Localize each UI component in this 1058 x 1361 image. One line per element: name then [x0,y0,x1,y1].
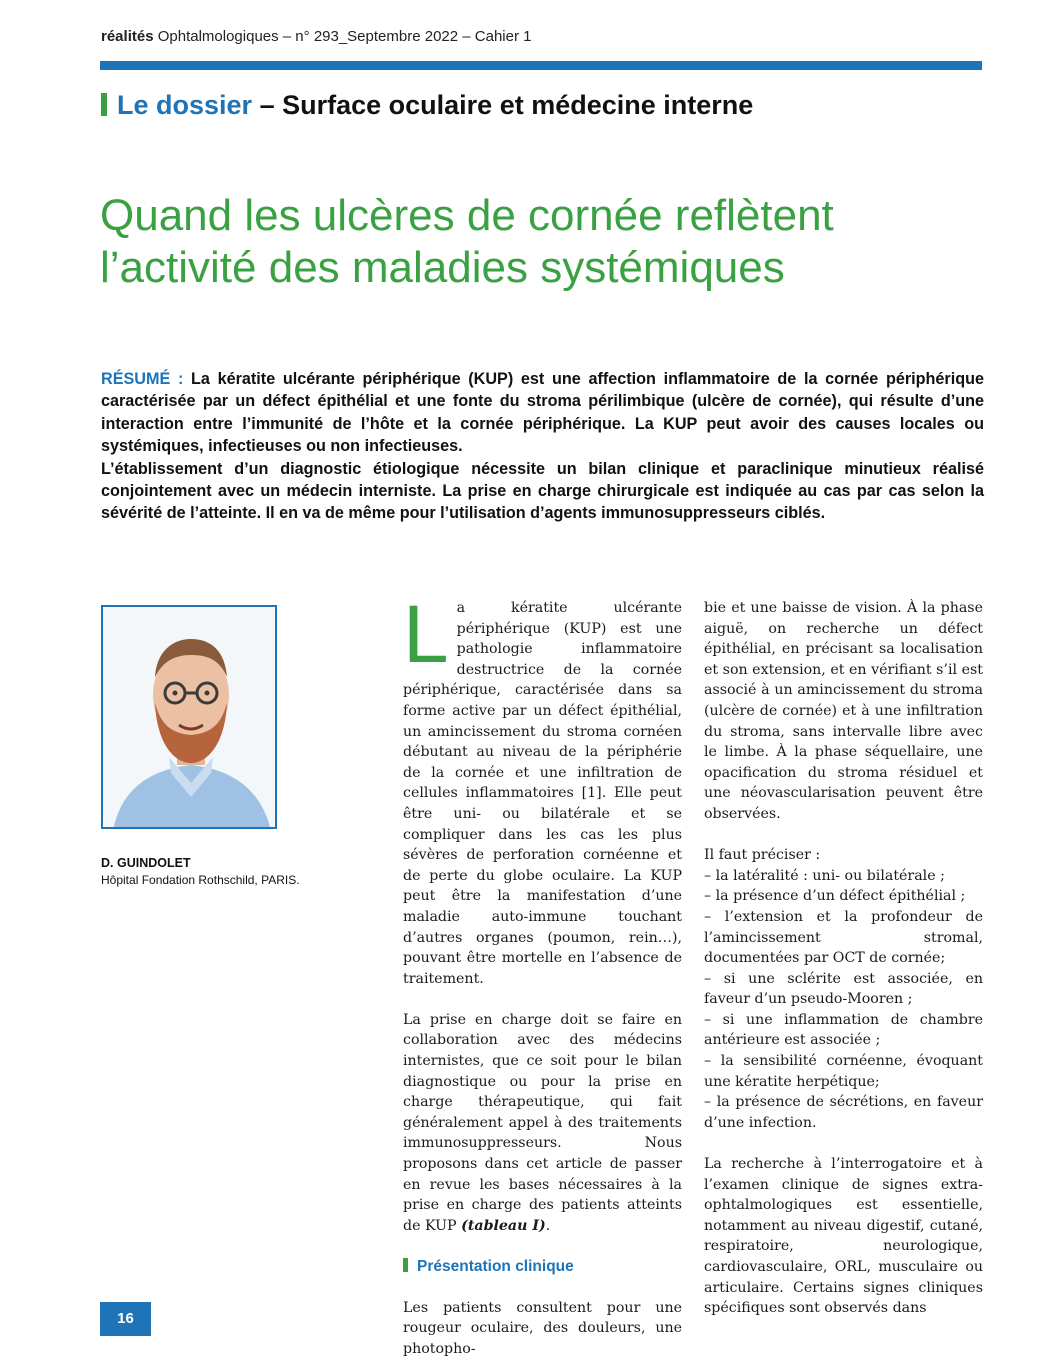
list-intro: Il faut préciser : [704,847,821,864]
body-paragraph-4: bie et une baisse de vision. À la phase aiguë, on recherche un défect épithélial, en précisant sa localisation et son extension, et en vérifiant s’il est associé à un amincissement du stroma (ulcère de cornée) et à une infiltration du stroma, sans intervalle libre avec le limbe. À la phase séquellaire, une opacification du stroma résiduel et une néovascularisation peuvent être observées. [704,600,983,822]
dossier-subject: – Surface oculaire et médecine interne [259,90,754,120]
abstract-paragraph-1: RÉSUMÉ : La kératite ulcérante périphérique (KUP) est une affection inflammatoire de la cornée périphérique caractérisée par un défect épithélial et une fonte du stroma périlimbique (ulcère de cornée), qui résulte d’une interaction entre l’immunité de l’hôte et la cornée périphérique. La KUP peut avoir des causes locales ou systémiques, infectieuses ou non infectieuses. [101,370,984,456]
author-portrait-image [103,607,277,829]
author-name: D. GUINDOLET [101,856,191,870]
dossier-label: Le dossier [117,90,253,120]
list-item: – l’extension et la profondeur de l’amincissement stromal, documentées par OCT de cornée; [704,908,983,967]
table-reference: (tableau I) [461,1217,546,1234]
article-title [100,190,1000,294]
section-heading: Présentation clinique [403,1257,682,1278]
abstract-lead: RÉSUMÉ : [101,370,184,388]
running-head [101,28,531,45]
title-line-2: l’activité des maladies systémiques [100,243,785,292]
author-affiliation: Hôpital Fondation Rothschild, PARIS. [101,873,300,887]
list-item: – la latéralité : uni- ou bilatérale ; [704,867,945,884]
dossier-heading [101,90,753,121]
issue-info: Ophtalmologiques – n° 293_Septembre 2022 – Cahier 1 [157,28,532,45]
title-line-1: Quand les ulcères de cornée reflètent [100,191,834,240]
abstract [101,368,984,525]
journal-brand: réalités [101,28,154,45]
section-marker [403,1258,408,1272]
body-column-2 [704,598,983,1339]
list-item: – la sensibilité cornéenne, évoquant une kératite herpétique; [704,1053,983,1090]
criteria-list [704,845,983,1133]
body-paragraph-2: La prise en charge doit se faire en collaboration avec des médecins internistes, que ce soit pour le bilan diagnostique ou pour la prise en charge thérapeutique, qui fait généralement appel à des traitements immunosuppresseurs. Nous proposons dans cet article de passer en revue les bases nécessaires à la prise en charge des patients atteints de KUP (tableau I). [403,1011,682,1234]
body-paragraph-5: La recherche à l’interrogatoire et à l’examen clinique de signes extra-ophtalmologiques est essentielle, notamment au niveau digestif, cutané, respiratoire, neurologique, cardiovasculaire, ORL, musculaire ou articulaire. Certains signes cliniques spécifiques sont observés dans [704,1156,983,1317]
abstract-paragraph-2: L’établissement d’un diagnostic étiologique nécessite un bilan clinique et paraclinique minutieux réalisé conjointement avec un médecin interniste. La prise en charge chirurgicale est indiquée au cas par cas selon la sévérité de l’atteinte. Il en va de même pour l’utilisation d’agents immunosuppresseurs ciblés. [101,459,984,523]
body-paragraph-1: La kératite ulcérante périphérique (KUP) est une pathologie inflammatoire destructrice de la cornée périphérique, caractérisée dans sa forme active par un défect épithélial, un amincissement du stroma cornéen débutant au niveau de la périphérie de la cornée et une infiltration de cellules inflammatoires [1]. Elle peut être uni- ou bilatérale et se compliquer dans les cas les plus sévères de perforation cornéenne et de perte du globe oculaire. La KUP peut être la manifestation d’une maladie auto-immune touchant d’autres organes (poumon, rein…), pouvant être mortelle en l’absence de traitement. [403,589,682,987]
list-item: – si une sclérite est associée, en faveur d’un pseudo-Mooren ; [704,970,983,1008]
body-paragraph-3: Les patients consultent pour une rougeur oculaire, des douleurs, une photopho- [403,1299,682,1357]
list-item: – si une inflammation de chambre antérieure est associée ; [704,1011,983,1049]
list-item: – la présence de sécrétions, en faveur d’une infection. [704,1094,983,1131]
dossier-marker [101,93,107,116]
list-item: – la présence d’un défect épithélial ; [704,888,966,905]
author-photo [101,605,277,829]
drop-cap: L [403,589,449,680]
page-number: 16 [100,1302,151,1336]
header-rule [100,61,982,70]
body-column-1 [403,589,682,1361]
